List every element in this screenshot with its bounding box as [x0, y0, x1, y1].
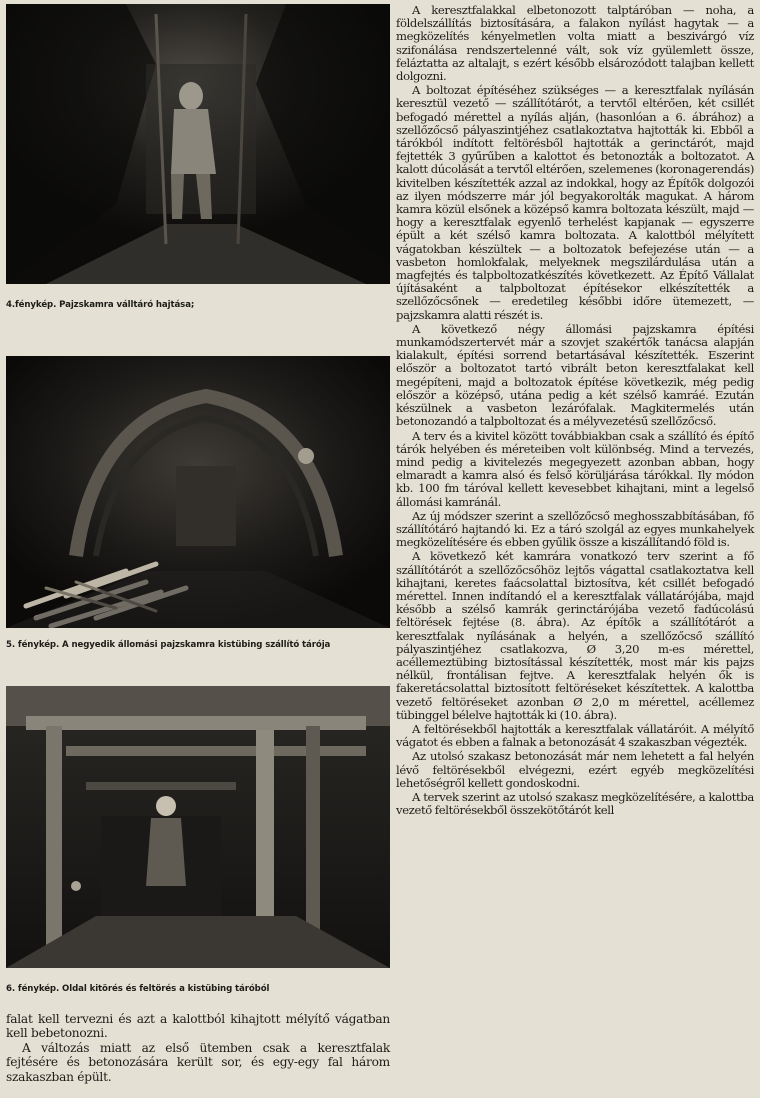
- right-paragraph: A boltozat építéséhez szükséges — a keresztfalak nyílásán keresztül vezető — szállítótárót, a tervtől eltérően, két csillét befogadó mérettel a nyílás alján, (hasonlóan a 6. ábrához) a szellőzőcső pályaszintjéhez csatlakoztatva hajtották ki. Ebből a tárókból indított feltörésből hajtották a gerinctárót, majd fejtették 3 gyűrűben a kalottot és betonozták a boltozatot. A kalott dúcolását a tervtől eltérően, szelemenes (koronagerendás) kivitelben készítették azzal az indokkal, hogy az Építők dolgozói az ilyen módszerre már jól begyakorolták magukat. A három kamra közül elsőnek a középső kamra boltozata készült, majd — hogy a keresztfalak egyenlő terhelést kapjanak — egyszerre épült a két szélső kamra boltozata. A kalottból mélyített vágatokban készültek — a boltozatok befejezése után — a vasbeton homlokfalak, melyeknek megszilárdulása után a magfejtés és talpboltozatkészítés következett. Az Építő Vállalat újításaként a talpboltozat építésekor elkészítették a szellőzőcsőnek — eredetileg későbbi időre ütemezett, — pajzskamra alatti részét is.: [396, 83, 754, 322]
- right-column-text: [396, 4, 754, 818]
- left-column-text: [6, 1012, 390, 1084]
- right-paragraph: A keresztfalakkal elbetonozott talptáróban — noha, a földelszállítás biztosítására, a falakon nyílást hagytak — a megközelítés kényelmetlen volta miatt a beszivárgó víz szifonálása rendszertelenné vált, sok víz gyülemlett össze, feláztatta az altalajt, s ezért később elsározódott talajban kellett dolgozni.: [396, 3, 754, 84]
- left-paragraph: falat kell tervezni és azt a kalottból kihajtott mélyítő vágatban kell bebetonozni.: [6, 1012, 390, 1041]
- right-paragraph: A terv és a kivitel között továbbiakban csak a szállító és építő tárók helyében és méreteiben volt különbség. Mind a tervezés, mind pedig a kivitelezés megegyezett azonban abban, hogy elmaradt a kamra alsó és felső körüljárása tárókkal. Ily módon kb. 100 fm táróval kellett kevesebbet kihajtani, mint a legelső állomási kamránál.: [396, 428, 754, 509]
- photo-5-tubing-transport-adit: [6, 356, 390, 628]
- right-paragraph: A tervek szerint az utolsó szakasz megközelítésére, a kalottba vezető feltörésekből összekötőtárót kell: [396, 789, 754, 818]
- photo-6-side-breakout-and-raise: [6, 686, 390, 968]
- right-paragraph: A következő négy állomási pajzskamra építési munkamódszertervét már a szovjet szakértők tanácsa alapján kialakult, építési sorrend betartásával készítették. Eszerint először a boltozatot tartó vibrált beton keresztfalakat kell megépíteni, majd a boltozatok építése következik, még pedig először a középső, utána pedig a két szélső kamráé. Ezután készülnek a vasbeton lezárófalak. Magkitermelés után betonozandó a talpboltozat és a mélyvezetésű szellőzőcső.: [396, 321, 754, 429]
- photo-4-tunnel-shield-chamber: [6, 4, 390, 284]
- photo-4-caption: 4.fénykép. Pajzskamra válltáró hajtása;: [6, 300, 195, 310]
- photo-5-caption: 5. fénykép. A negyedik állomási pajzskamra kistübing szállító tárója: [6, 640, 331, 650]
- left-paragraph: A változás miatt az első ütemben csak a keresztfalak fejtésére és betonozására került sor, és egy-egy fal három szakaszban épült.: [6, 1040, 390, 1084]
- right-paragraph: Az új módszer szerint a szellőzőcső meghosszabbításában, fő szállítótáró hajtandó ki. Ez a táró szolgál az egyes munkahelyek megközelítésére és ebben gyűlik össze a kiszállítandó föld is.: [396, 508, 754, 550]
- right-paragraph: A következő két kamrára vonatkozó terv szerint a fő szállítótárót a szellőzőcsőhöz lejtős vágattal csatlakoztatva kell kihajtani, keretes faácsolattal biztosítva, két csillét befogadó mérettel. Innen indítandó el a keresztfalak vállatárójába, majd később a szélső kamrák gerinctárójába vezető fadúcolású feltörések fejtése (8. ábra). Az építők a szállítótárót a keresztfalak nyílásának a helyén, a szellőzőcső szállító pályaszintjéhez csatlakozva, Ø 3,20 m-es mérettel, acéllemeztübing biztosítással készítették, most már kis pajzs nélkül, frontálisan fejtve. A keresztfalak helyén ők is fakeretácsolattal biztosított feltöréseket készítettek. A kalottba vezető feltöréseket azonban Ø 2,0 m mérettel, acéllemez tübinggel bélelve hajtották ki (10. ábra).: [396, 549, 754, 722]
- right-paragraph: A feltörésekből hajtották a keresztfalak vállatáróit. A mélyítő vágatot és ebben a falnak a betonozását 4 szakaszban végezték.: [396, 721, 754, 750]
- right-paragraph: Az utolsó szakasz betonozását már nem lehetett a fal helyén lévő feltörésekből elvégezni, ezért egyéb megközelítési lehetőségről kellett gondoskodni.: [396, 749, 754, 790]
- photo-6-caption: 6. fénykép. Oldal kitörés és feltörés a kistübing táróból: [6, 984, 270, 994]
